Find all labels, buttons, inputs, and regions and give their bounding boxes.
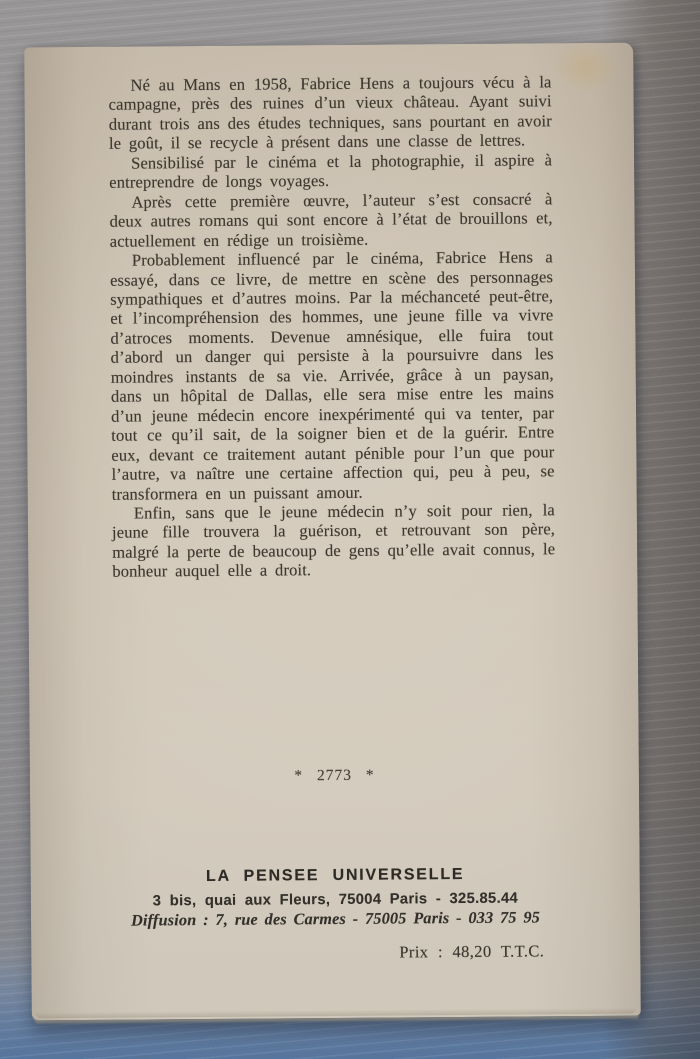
page-block-edge <box>36 1008 636 1019</box>
publisher-diffusion: Diffusion : 7, rue des Carmes - 75005 Paris - 033 75 95 <box>130 908 541 930</box>
catalog-number: * 2773 * <box>294 766 375 785</box>
blurb-paragraph-bio-2: Sensibilisé par le cinéma et la photographie, il aspire à entreprendre de longs voyages. <box>109 150 553 193</box>
publisher-address: 3 bis, quai aux Fleurs, 75004 Paris - 325.85.44 <box>152 890 519 910</box>
book-back-cover <box>24 43 641 1021</box>
blurb-paragraph-conclusion: Enfin, sans que le jeune médecin n’y soit pour rien, la jeune fille trouvera la guérison, et retrouvant son père, malgré la perte de beaucoup de gens qu’elle avait connus, le bonheur auquel elle a droit. <box>111 500 556 582</box>
publisher-name: LA PENSEE UNIVERSELLE <box>205 865 465 886</box>
blurb-paragraph-synopsis: Probablement influencé par le cinéma, Fabrice Hens a essayé, dans ce livre, de mettre en scène des personnages sympathiques et d’autres moins. Par la méchanceté peut-être, et l’incompréhension des hommes, une jeune fille va vivre d’atroces moments. Devenue amnésique, elle fuira tout d’abord un danger qui persiste à la poursuivre dans les moindres instants de sa vie. Arrivée, grâce à un paysan, dans un hôpital de Dallas, elle sera mise entre les mains d’un jeune médecin encore inexpérimenté qui va tenter, par tout ce qu’il sait, de la soigner bien et de la guérir. Entre eux, devant ce traitement autant pénible pour l’un que pour l’autre, va naître une certaine affection qui, peu à peu, se transformera en un puissant amour. <box>109 247 555 504</box>
blurb-text <box>108 72 555 581</box>
stain-mark <box>552 43 618 100</box>
blurb-paragraph-bio-3: Après cette première œuvre, l’auteur s’est consacré à deux autres romans qui sont encore à l’état de brouillons et, actuellement en rédige un troisième. <box>109 188 553 251</box>
price-text: Prix : 48,20 T.T.C. <box>399 941 545 962</box>
blurb-paragraph-bio-1: Né au Mans en 1958, Fabrice Hens a toujours vécu à la campagne, près des ruines d’un vieux château. Ayant suivi durant trois ans des études techniques, sans pourtant en avoir le goût, il se recycle à présent dans une classe de lettres. <box>108 72 552 154</box>
